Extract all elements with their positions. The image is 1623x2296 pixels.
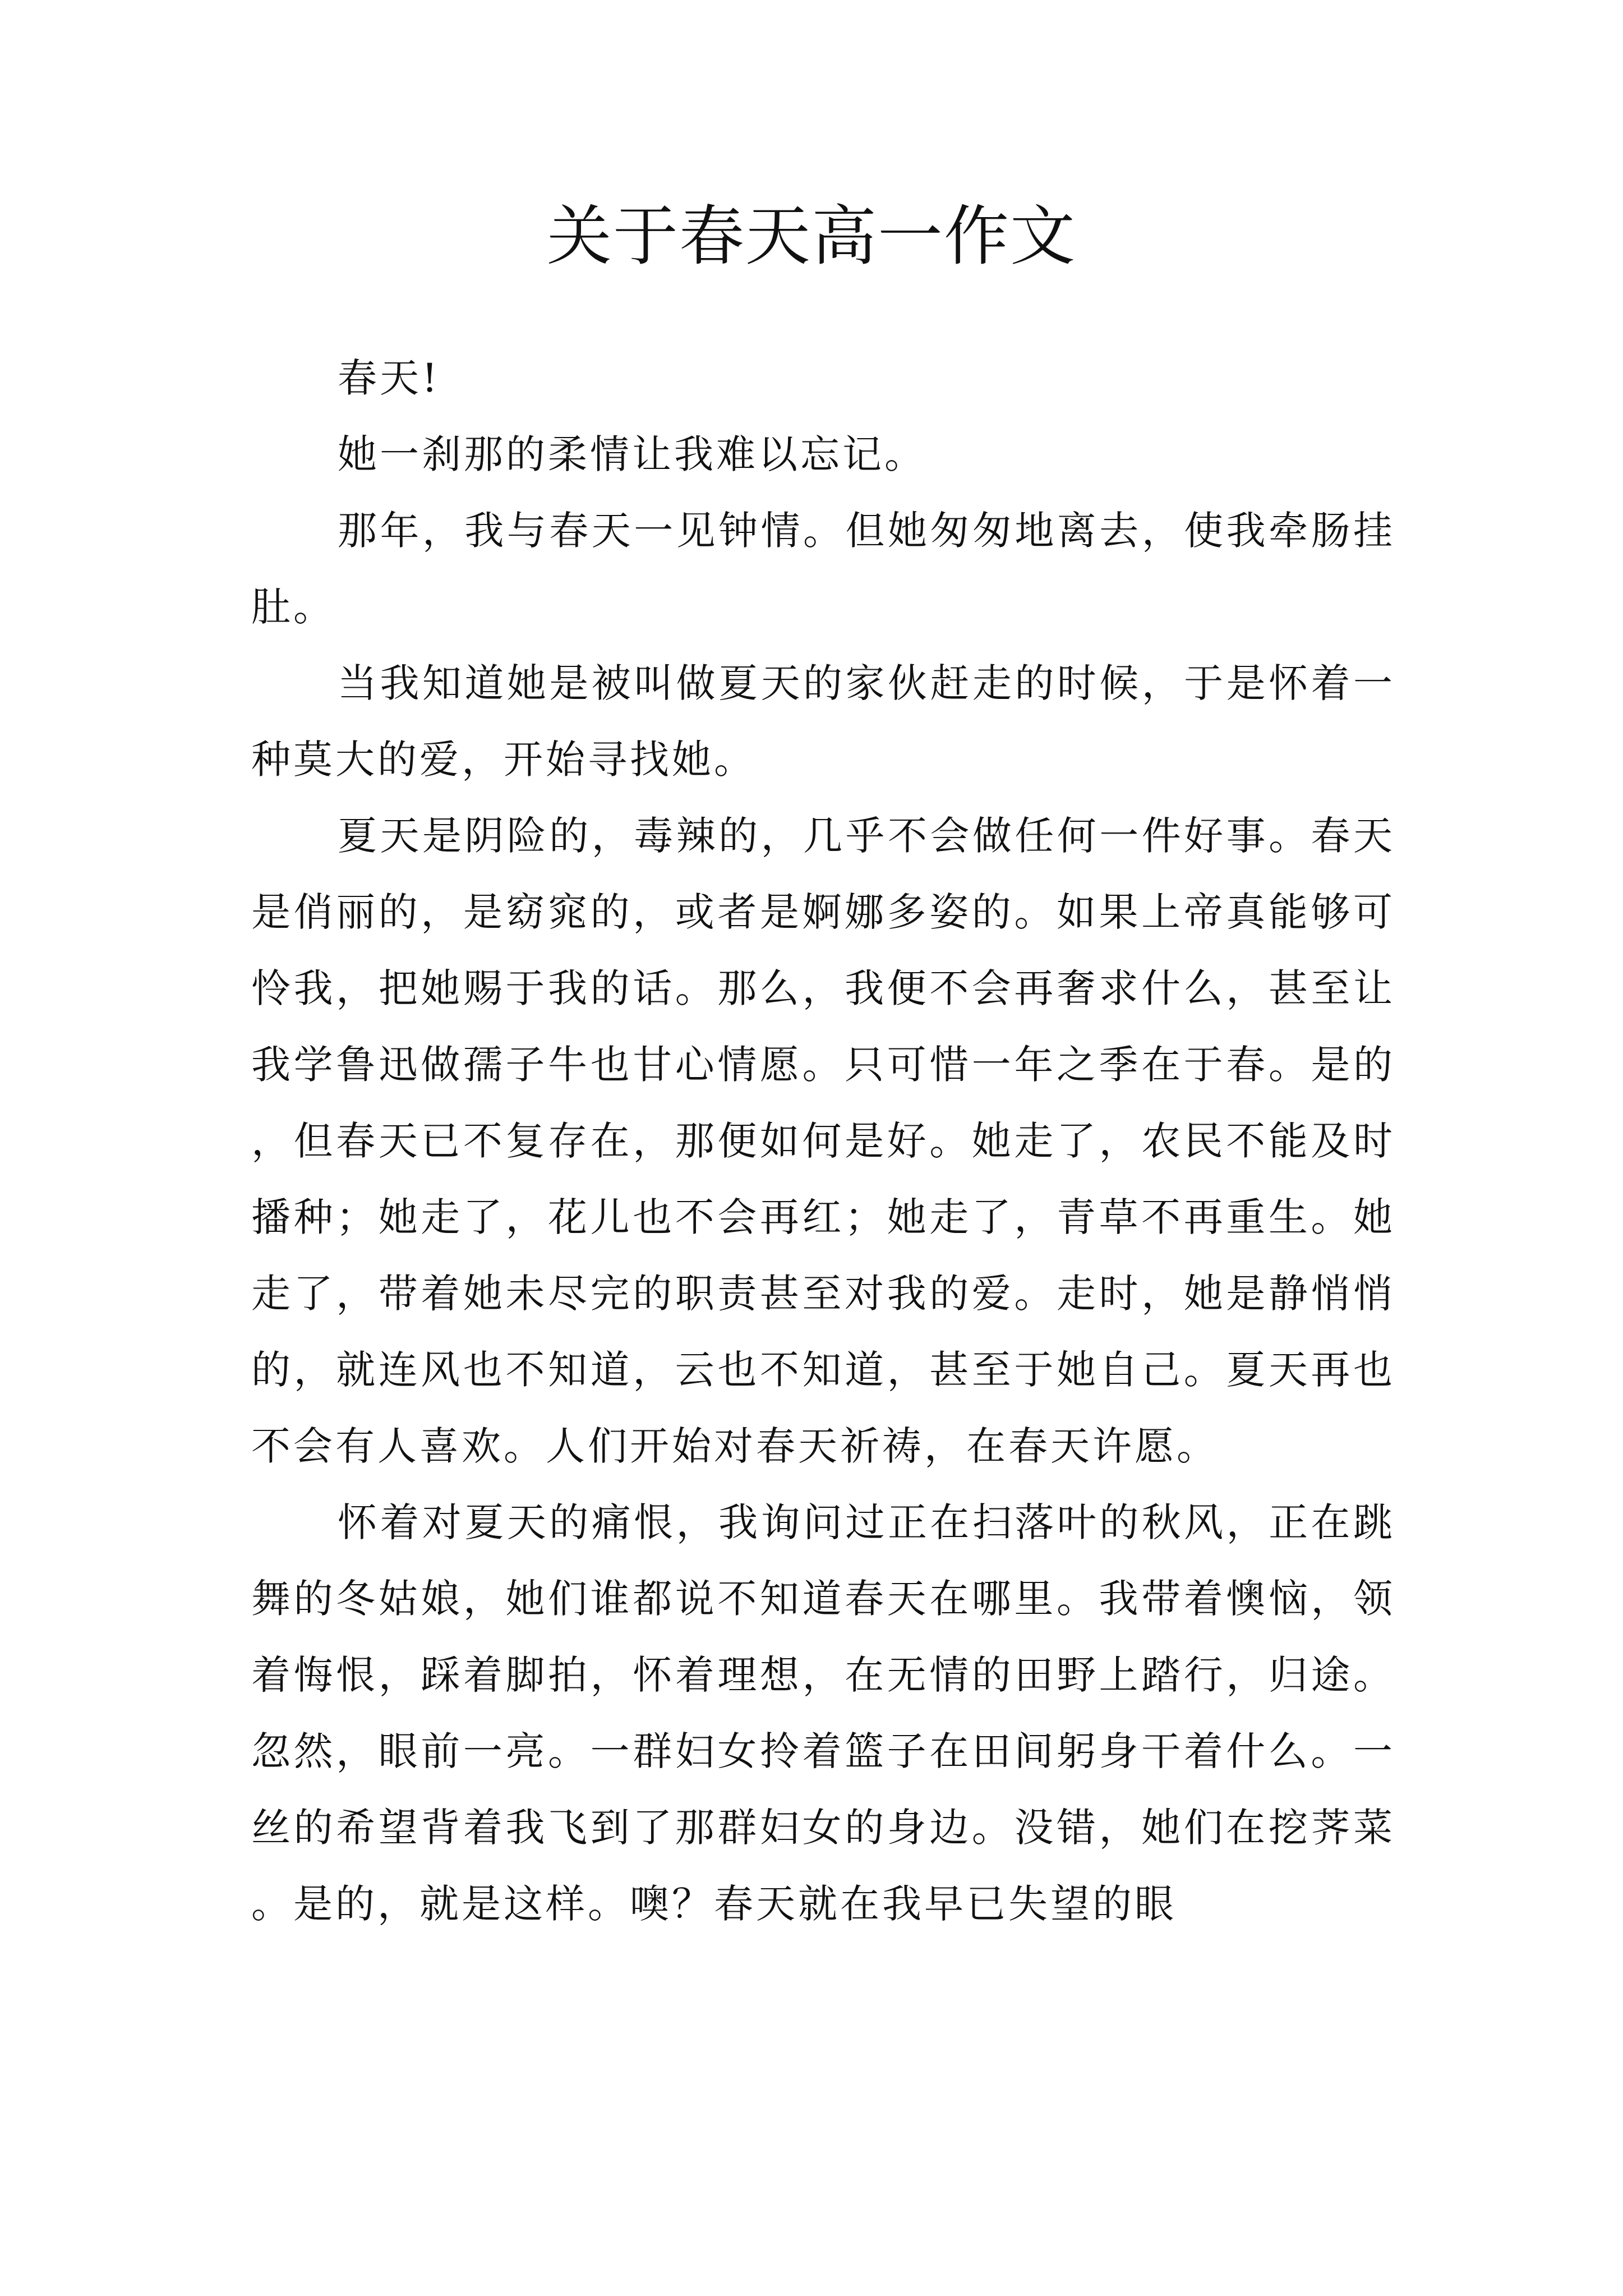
paragraph: 那年，我与春天一见钟情。但她匆匆地离去，使我牵肠挂肚。: [251, 508, 1395, 630]
paragraph: 夏天是阴险的，毒辣的，几乎不会做任何一件好事。春天是俏丽的，是窈窕的，或者是婀娜多姿的。如果上帝真能够可怜我，把她赐于我的话。那么，我便不会再奢求什么，甚至让我学鲁迅做孺子牛也甘心情愿。只可惜一年之季在于春。是的，但春天已不复存在，那便如何是好。她走了，农民不能及时播种；她走了，花儿也不会再红；她走了，青草不再重生。她走了，带着她未尽完的职责甚至对我的爱。走时，她是静悄悄的，就连风也不知道，云也不知道，甚至于她自己。夏天再也不会有人喜欢。人们开始对春天祈祷，在春天许愿。: [251, 813, 1395, 1469]
paragraph: 她一刹那的柔情让我难以忘记。: [338, 431, 926, 477]
document-title: 关于春天高一作文: [547, 199, 1076, 274]
paragraph: 春天!: [338, 355, 441, 401]
document-body: [251, 340, 1395, 1942]
paragraph: 怀着对夏天的痛恨，我询问过正在扫落叶的秋风，正在跳舞的冬姑娘，她们谁都说不知道春天在哪里。我带着懊恼，领着悔恨，踩着脚拍，怀着理想，在无情的田野上踏行，归途。忽然，眼前一亮。一群妇女拎着篮子在田间躬身干着什么。一丝的希望背着我飞到了那群妇女的身边。没错，她们在挖荠菜。是的，就是这样。噢？春天就在我早已失望的眼: [251, 1499, 1395, 1927]
paragraph: 当我知道她是被叫做夏天的家伙赶走的时候，于是怀着一种莫大的爱，开始寻找她。: [251, 660, 1395, 783]
